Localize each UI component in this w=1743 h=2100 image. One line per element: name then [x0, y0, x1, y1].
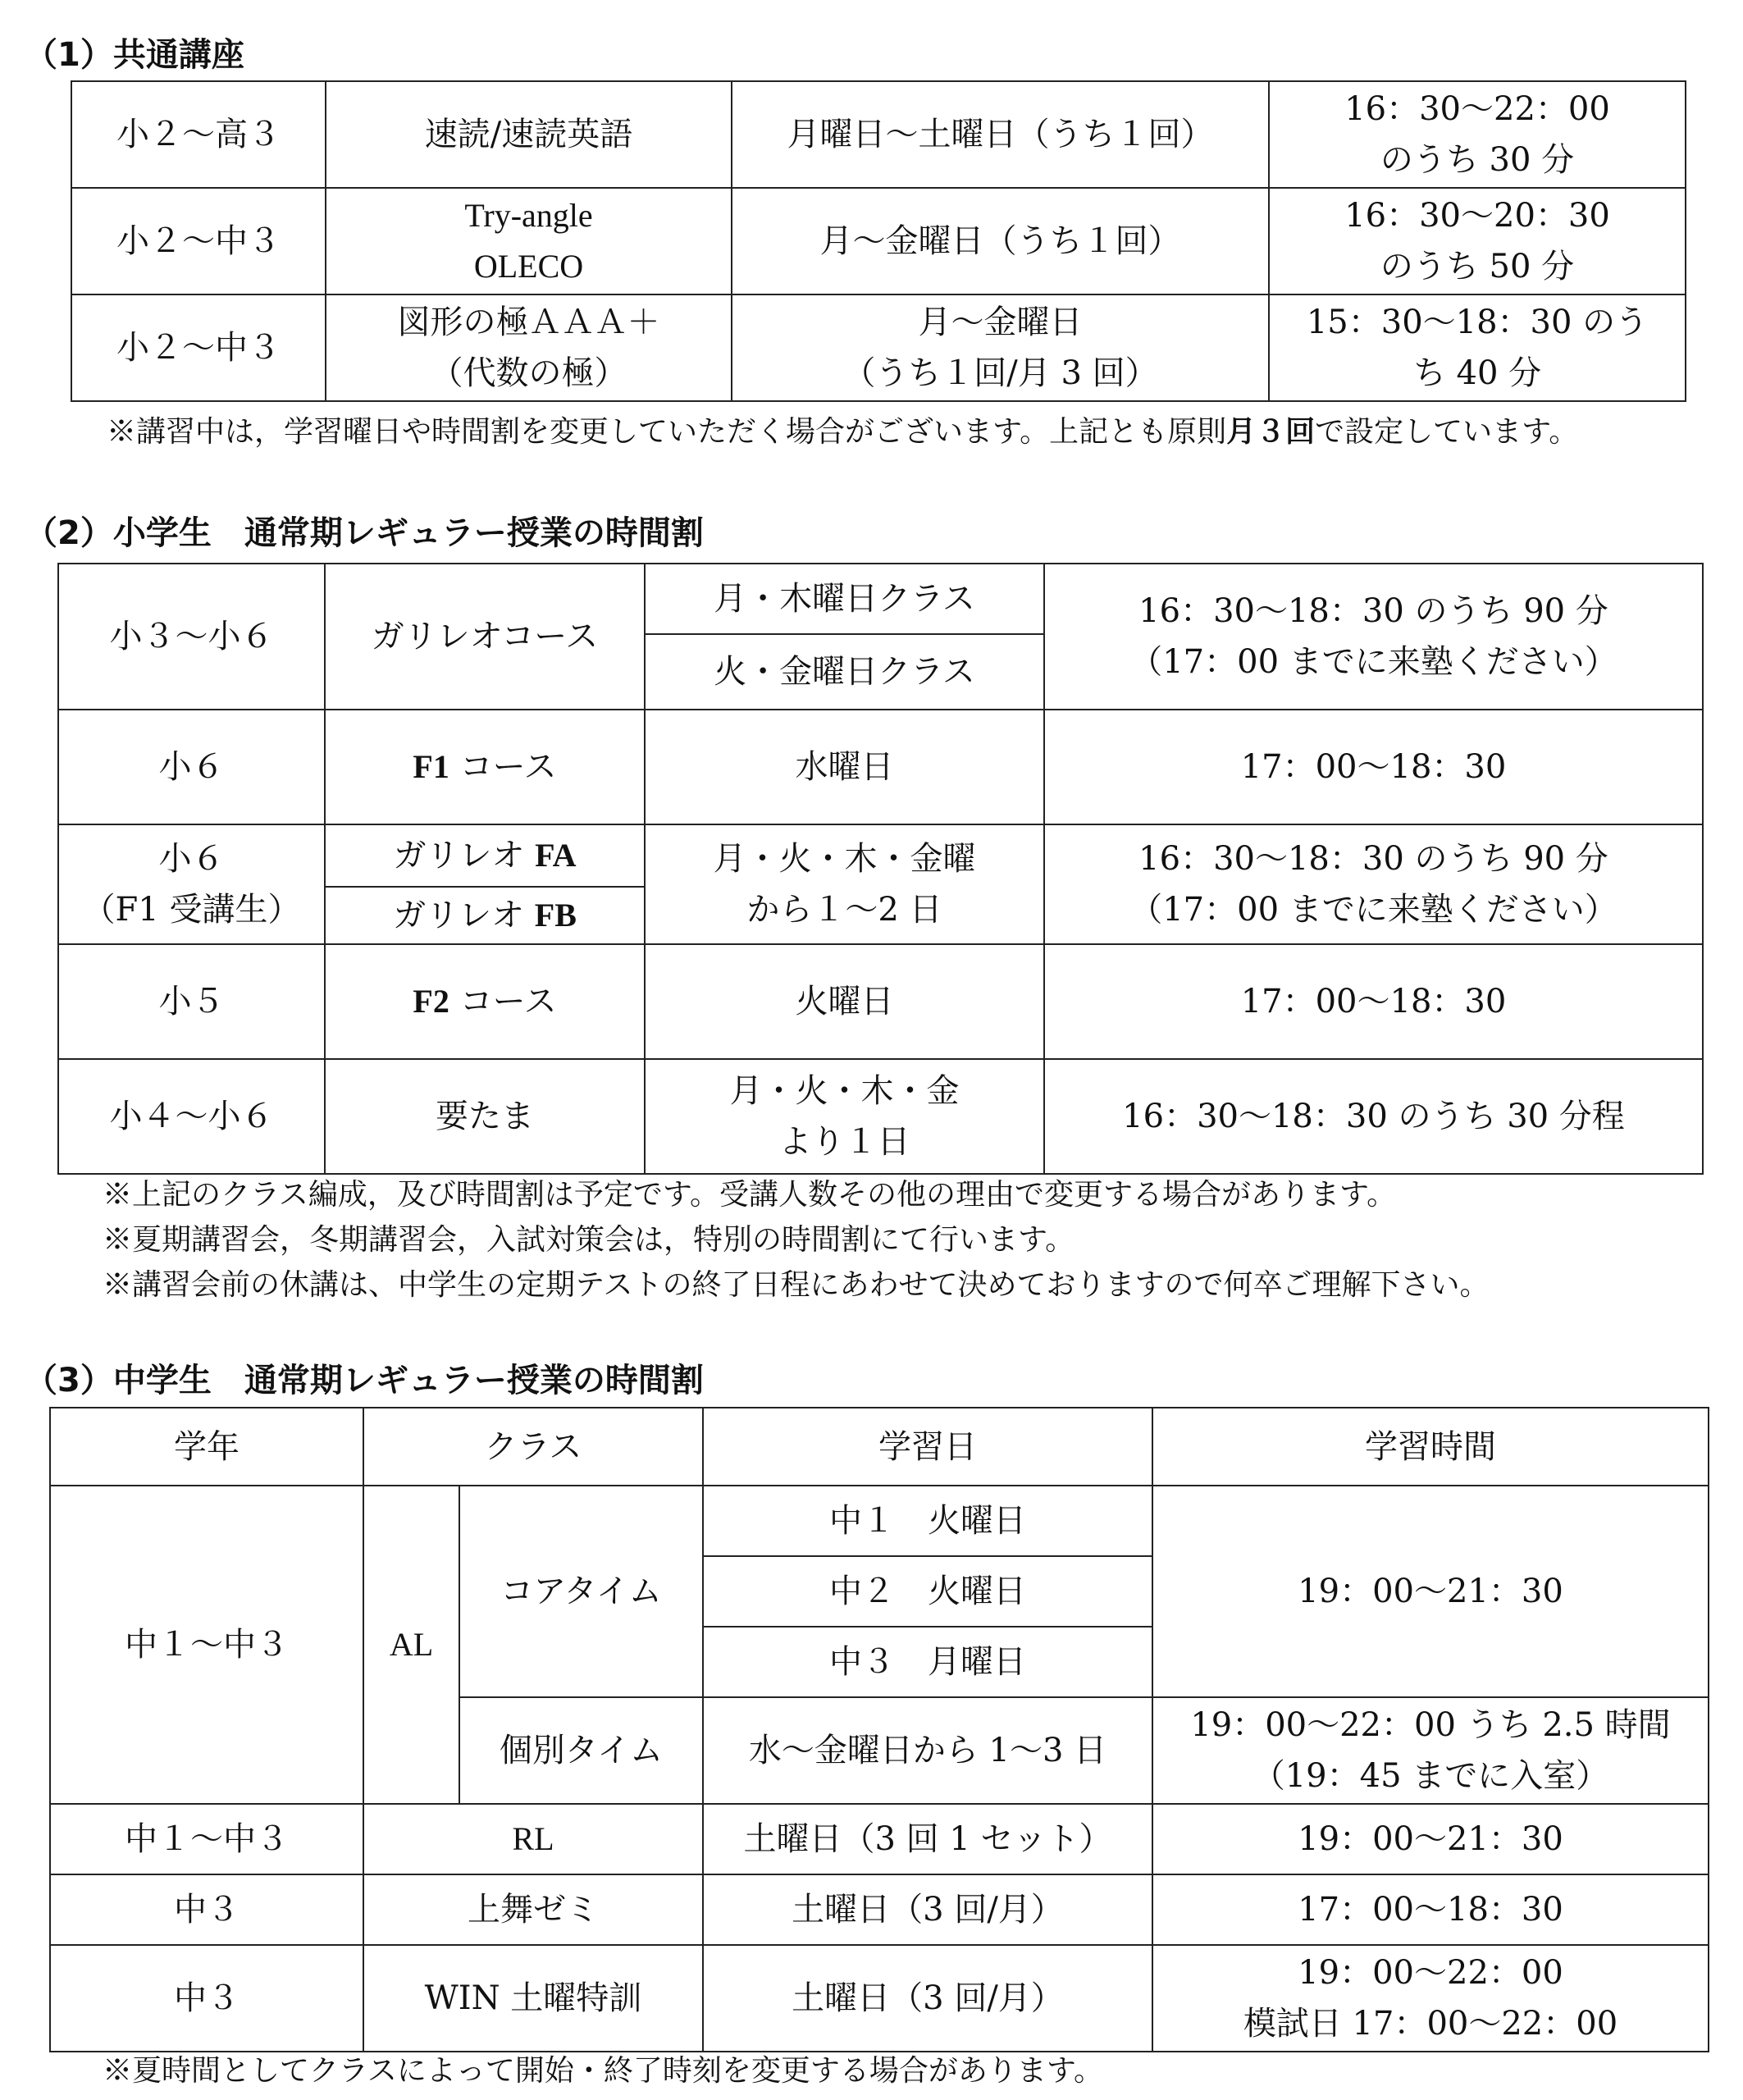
- day-cell: 土曜日（3 回 1 セット）: [703, 1804, 1152, 1874]
- common-courses-table: [71, 80, 1686, 402]
- table-row: [50, 1804, 1709, 1874]
- table-row: [58, 564, 1703, 634]
- course-cell: ガリレオコース: [325, 564, 645, 710]
- table-row: [50, 1486, 1709, 1556]
- table-row: [71, 294, 1686, 401]
- day-cell: 月・火・木・金 より１日: [645, 1059, 1044, 1174]
- day-cell: 土曜日（3 回/月）: [703, 1874, 1152, 1945]
- section2-note: ※夏期講習会，冬期講習会，入試対策会は，特別の時間割にて行います。: [103, 1223, 1075, 1257]
- course-cell: F1 コース: [325, 710, 645, 824]
- course-cell: 要たま: [325, 1059, 645, 1174]
- grade-cell: 小２〜中３: [71, 294, 326, 401]
- time-cell: 17：00〜18：30: [1152, 1874, 1709, 1945]
- header-grade: 学年: [50, 1408, 363, 1486]
- day-cell: 水曜日: [645, 710, 1044, 824]
- day-cell: 土曜日（3 回/月）: [703, 1945, 1152, 2052]
- time-cell: 17：00〜18：30: [1044, 710, 1703, 824]
- elementary-schedule-table: [57, 563, 1704, 1175]
- course-cell: Try-angle OLECO: [326, 188, 732, 294]
- grade-cell: 中３: [50, 1945, 363, 2052]
- day-cell: 月〜金曜日（うち１回）: [732, 188, 1269, 294]
- time-cell: 17：00〜18：30: [1044, 944, 1703, 1059]
- section2-heading: （2）小学生 通常期レギュラー授業の時間割: [25, 514, 704, 552]
- class-cell: 上舞ゼミ: [363, 1874, 703, 1945]
- time-cell: 19：00〜22：00 うち 2.5 時間 （19：45 までに入室）: [1152, 1697, 1709, 1804]
- time-cell: 15：30〜18：30 のう ち 40 分: [1269, 294, 1686, 401]
- day-cell: 中３ 月曜日: [703, 1627, 1152, 1697]
- section2-note: ※講習会前の休講は、中学生の定期テストの終了日程にあわせて決めておりますので何卒ご理解下さい。: [103, 1268, 1490, 1302]
- course-cell: 図形の極ＡＡＡ＋ （代数の極）: [326, 294, 732, 401]
- table-row: [58, 710, 1703, 824]
- day-cell: 水〜金曜日から 1〜3 日: [703, 1697, 1152, 1804]
- table-row: [58, 944, 1703, 1059]
- grade-cell: 小５: [58, 944, 325, 1059]
- time-cell: 19：00〜22：00 模試日 17：00〜22：00: [1152, 1945, 1709, 2052]
- time-cell: 16：30〜22：00 のうち 30 分: [1269, 81, 1686, 188]
- time-cell: 16：30〜18：30 のうち 30 分程: [1044, 1059, 1703, 1174]
- header-day: 学習日: [703, 1408, 1152, 1486]
- time-cell: 19：00〜21：30: [1152, 1804, 1709, 1874]
- day-cell: 火曜日: [645, 944, 1044, 1059]
- class-cell: RL: [363, 1804, 703, 1874]
- course-cell: 速読/速読英語: [326, 81, 732, 188]
- section1-heading: （1）共通講座: [25, 36, 244, 74]
- table-row: [71, 188, 1686, 294]
- table-row: [58, 1059, 1703, 1174]
- time-cell: 16：30〜20：30 のうち 50 分: [1269, 188, 1686, 294]
- day-cell: 中１ 火曜日: [703, 1486, 1152, 1556]
- grade-cell: 小６ （F1 受講生）: [58, 824, 325, 944]
- grade-cell: 中１〜中３: [50, 1804, 363, 1874]
- day-cell: 中２ 火曜日: [703, 1556, 1152, 1627]
- table-row: [58, 824, 1703, 887]
- course-cell: ガリレオ FA: [325, 824, 645, 887]
- grade-cell: 小３〜小６: [58, 564, 325, 710]
- subclass-cell: コアタイム: [459, 1486, 703, 1697]
- grade-cell: 小４〜小６: [58, 1059, 325, 1174]
- grade-cell: 小６: [58, 710, 325, 824]
- day-cell: 月・木曜日クラス: [645, 564, 1044, 634]
- time-cell: 16：30〜18：30 のうち 90 分 （17：00 までに来塾ください）: [1044, 824, 1703, 944]
- class-cell: WIN 土曜特訓: [363, 1945, 703, 2052]
- section3-heading: （3）中学生 通常期レギュラー授業の時間割: [25, 1362, 704, 1399]
- day-cell: 月曜日〜土曜日（うち１回）: [732, 81, 1269, 188]
- subclass-cell: 個別タイム: [459, 1697, 703, 1804]
- time-cell: 16：30〜18：30 のうち 90 分 （17：00 までに来塾ください）: [1044, 564, 1703, 710]
- grade-cell: 中１〜中３: [50, 1486, 363, 1804]
- day-cell: 月〜金曜日 （うち１回/月 3 回）: [732, 294, 1269, 401]
- course-cell: F2 コース: [325, 944, 645, 1059]
- section3-note: ※夏時間としてクラスによって開始・終了時刻を変更する場合があります。: [103, 2054, 1104, 2088]
- class-cell: AL: [363, 1486, 459, 1804]
- section1-note: ※講習中は，学習曜日や時間割を変更していただく場合がございます。上記とも原則月３回で設定しています。: [107, 415, 1579, 449]
- course-cell: ガリレオ FB: [325, 887, 645, 944]
- grade-cell: 中３: [50, 1874, 363, 1945]
- table-header-row: [50, 1408, 1709, 1486]
- junior-high-schedule-table: [49, 1407, 1709, 2052]
- time-cell: 19：00〜21：30: [1152, 1486, 1709, 1697]
- day-cell: 火・金曜日クラス: [645, 634, 1044, 710]
- grade-cell: 小２〜高３: [71, 81, 326, 188]
- grade-cell: 小２〜中３: [71, 188, 326, 294]
- day-cell: 月・火・木・金曜 から１〜2 日: [645, 824, 1044, 944]
- table-row: [71, 81, 1686, 188]
- section2-note: ※上記のクラス編成，及び時間割は予定です。受講人数その他の理由で変更する場合があります。: [103, 1178, 1397, 1212]
- table-row: [50, 1945, 1709, 2052]
- table-row: [50, 1874, 1709, 1945]
- header-time: 学習時間: [1152, 1408, 1709, 1486]
- header-class: クラス: [363, 1408, 703, 1486]
